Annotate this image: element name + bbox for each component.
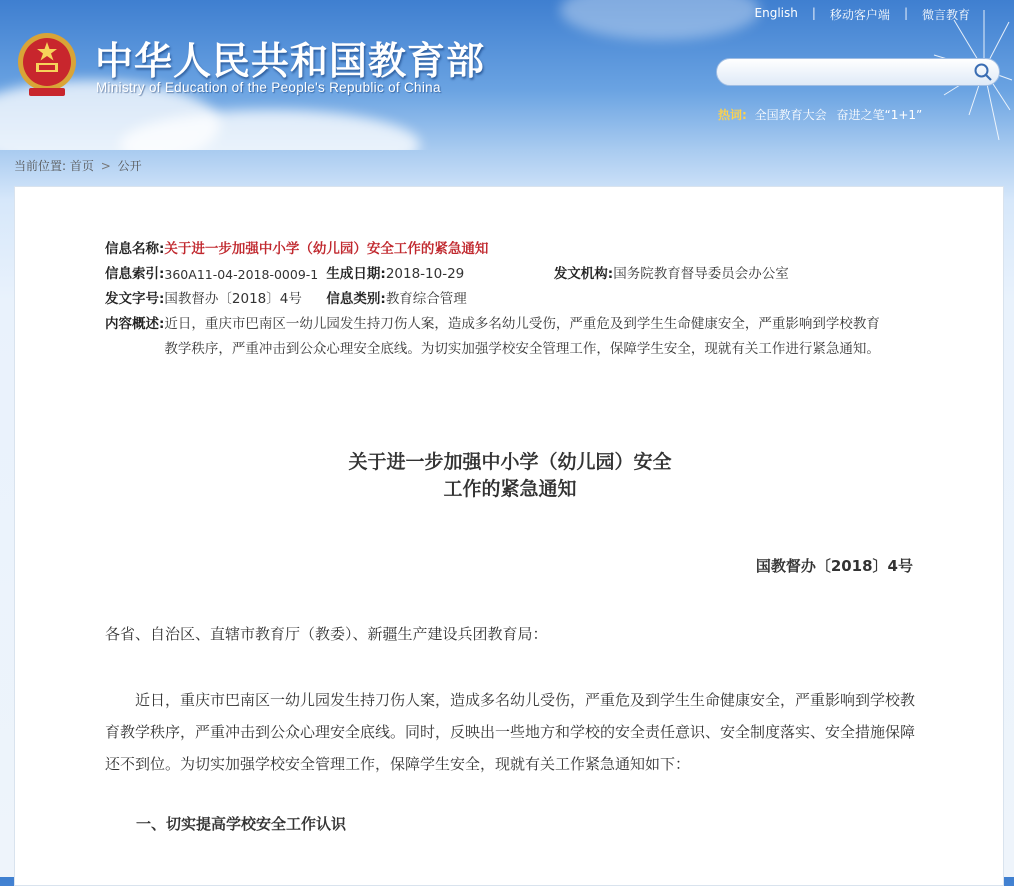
national-emblem-icon[interactable] xyxy=(17,30,77,98)
meta-label: 发文机构: xyxy=(553,266,614,282)
meta-label: 信息索引: xyxy=(105,266,165,282)
document-salutation: 各省、自治区、直辖市教育厅（教委）、新疆生产建设兵团教育局： xyxy=(105,625,548,643)
meta-row-index xyxy=(105,262,925,287)
chevron-right-icon: > xyxy=(100,159,111,173)
document-title-line: 工作的紧急通知 xyxy=(443,478,577,500)
breadcrumb-home[interactable]: 首页 xyxy=(69,159,94,173)
meta-value-category: 教育综合管理 xyxy=(385,291,467,307)
meta-value-index: 360A11-04-2018-0009-1 xyxy=(164,267,319,282)
search-icon[interactable] xyxy=(973,62,993,82)
hot-words-label: 热词: xyxy=(718,108,747,122)
top-links xyxy=(741,6,984,23)
site-header xyxy=(0,0,1014,150)
meta-label: 内容概述: xyxy=(105,316,165,332)
cloud-decoration xyxy=(560,0,760,40)
meta-row-summary xyxy=(105,312,925,362)
info-metadata xyxy=(105,237,925,362)
meta-label: 生成日期: xyxy=(326,266,386,282)
link-mobile-client[interactable]: 移动客户端 xyxy=(829,8,890,22)
separator: | xyxy=(903,6,908,20)
site-subtitle: Ministry of Education of the People's Republic of China xyxy=(96,80,441,95)
meta-value-agency: 国务院教育督导委员会办公室 xyxy=(613,266,789,282)
meta-label: 发文字号: xyxy=(105,291,165,307)
document-number: 国教督办〔2018〕4号 xyxy=(755,557,913,575)
meta-label: 信息名称: xyxy=(105,241,165,257)
meta-label: 信息类别: xyxy=(326,291,386,307)
breadcrumb-public[interactable]: 公开 xyxy=(117,159,142,173)
separator: | xyxy=(811,6,816,20)
hot-words xyxy=(718,106,928,123)
breadcrumb-prefix: 当前位置: xyxy=(14,159,67,173)
meta-value-title: 关于进一步加强中小学（幼儿园）安全工作的紧急通知 xyxy=(164,241,489,257)
search-box[interactable] xyxy=(716,58,1000,86)
document-title-line: 关于进一步加强中小学（幼儿园）安全 xyxy=(348,451,672,473)
content-panel xyxy=(14,186,1004,886)
meta-value-summary: 近日，重庆市巴南区一幼儿园发生持刀伤人案，造成多名幼儿受伤，严重危及到学生生命健康安全，严重影响到学校教育教学秩序，严重冲击到公众心理安全底线。为切实加强学校安全管理工作，保障学生安全，现就有关工作进行紧急通知。 xyxy=(164,316,880,357)
link-weiyan-education[interactable]: 微言教育 xyxy=(921,8,970,22)
document-paragraph: 近日，重庆市巴南区一幼儿园发生持刀伤人案，造成多名幼儿受伤，严重危及到学生生命健康安全，严重影响到学校教育教学秩序，严重冲击到公众心理安全底线。同时，反映出一些地方和学校的安全责任意识、安全制度落实、安全措施保障还不到位。为切实加强学校安全管理工作，保障学生安全，现就有关工作紧急通知如下： xyxy=(105,691,916,773)
meta-value-docno: 国教督办〔2018〕4号 xyxy=(164,291,302,307)
link-english[interactable]: English xyxy=(754,6,798,20)
hot-word-link[interactable]: 全国教育大会 xyxy=(754,108,827,122)
hot-word-link[interactable]: 奋进之笔“1+1” xyxy=(836,108,923,122)
meta-row-docno xyxy=(105,287,925,312)
document-title xyxy=(15,449,1005,503)
section-heading: 一、切实提高学校安全工作认识 xyxy=(136,815,347,833)
meta-value-date: 2018-10-29 xyxy=(385,266,465,282)
breadcrumb xyxy=(14,157,142,174)
meta-row-name xyxy=(105,237,925,262)
site-title[interactable]: 中华人民共和国教育部 xyxy=(95,39,486,83)
